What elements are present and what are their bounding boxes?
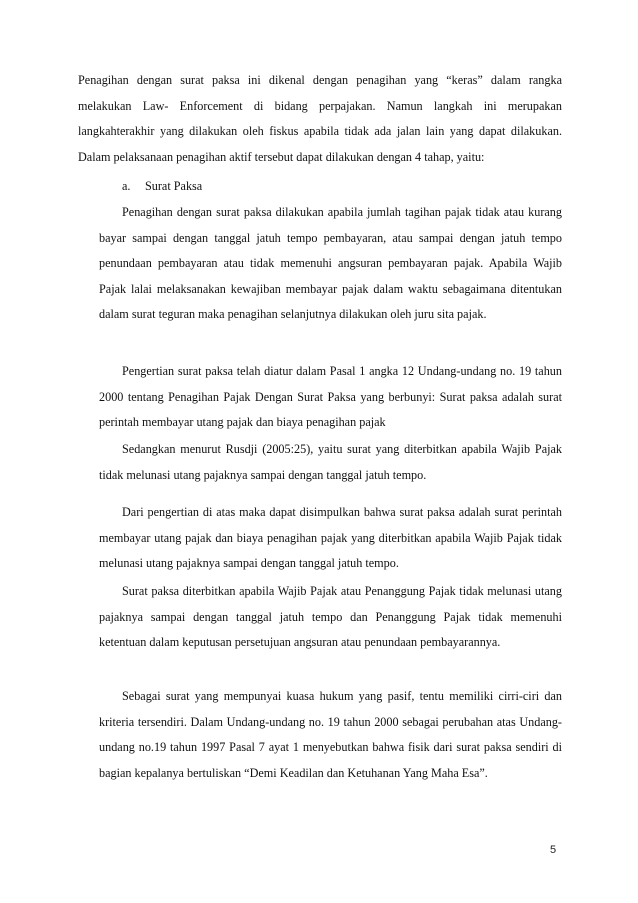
- list-item-title: Surat Paksa: [145, 179, 203, 193]
- paragraph-penagihan: Penagihan dengan surat paksa dilakukan apabila jumlah tagihan pajak tidak atau kurang bayar sampai dengan tanggal jatuh tempo pembayaran, atau sampai dengan jatuh tempo penundaan pembayaran atau tidak memenuhi angsuran pembayaran pajak. Apabila Wajib Pajak lalai melaksanakan kewajiban membayar pajak dalam waktu sebagaimana ditentukan dalam surat teguran maka penagihan selanjutnya dilakukan oleh juru sita pajak.: [99, 205, 562, 321]
- paragraph-ciri-ciri: Sebagai surat yang mempunyai kuasa hukum yang pasif, tentu memiliki cirri-ciri dan kriteria tersendiri. Dalam Undang-undang no. 19 tahun 2000 sebagai perubahan atas Undang-undang no.19 tahun 1997 Pasal 7 ayat 1 menyebutkan bahwa fisik dari surat paksa sendiri di bagian kepalanya bertuliskan “Demi Keadilan dan Ketuhanan Yang Maha Esa”.: [99, 689, 562, 780]
- paragraph-rusdji: Sedangkan menurut Rusdji (2005:25), yaitu surat yang diterbitkan apabila Wajib Pajak tidak melunasi utang pajaknya sampai dengan tanggal jatuh tempo.: [99, 442, 562, 482]
- list-item-surat-paksa: [122, 174, 202, 200]
- paragraph-kesimpulan: Dari pengertian di atas maka dapat disimpulkan bahwa surat paksa adalah surat perintah membayar utang pajak dan biaya penagihan pajak yang diterbitkan apabila Wajib Pajak tidak melunasi utang pajaknya sampai dengan tanggal jatuh tempo.: [99, 505, 562, 570]
- paragraph-diterbitkan: Surat paksa diterbitkan apabila Wajib Pajak atau Penanggung Pajak tidak melunasi utang pajaknya sampai dengan tanggal jatuh tempo dan Penanggung Pajak tidak memenuhi ketentuan dalam keputusan persetujuan angsuran atau penundaan pembayarannya.: [99, 584, 562, 649]
- intro-paragraph: Penagihan dengan surat paksa ini dikenal dengan penagihan yang “keras” dalam rangka melakukan Law- Enforcement di bidang perpajakan. Namun langkah ini merupakan langkahterakhir yang dilakukan oleh fiskus apabila tidak ada jalan lain yang dapat dilakukan. Dalam pelaksanaan penagihan aktif tersebut dapat dilakukan dengan 4 tahap, yaitu:: [78, 73, 562, 164]
- paragraph-pengertian: Pengertian surat paksa telah diatur dalam Pasal 1 angka 12 Undang-undang no. 19 tahun 2000 tentang Penagihan Pajak Dengan Surat Paksa yang berbunyi: Surat paksa adalah surat perintah membayar utang pajak dan biaya penagihan pajak: [99, 364, 562, 429]
- list-item-label: a.: [122, 179, 131, 193]
- page-number: 5: [550, 844, 557, 856]
